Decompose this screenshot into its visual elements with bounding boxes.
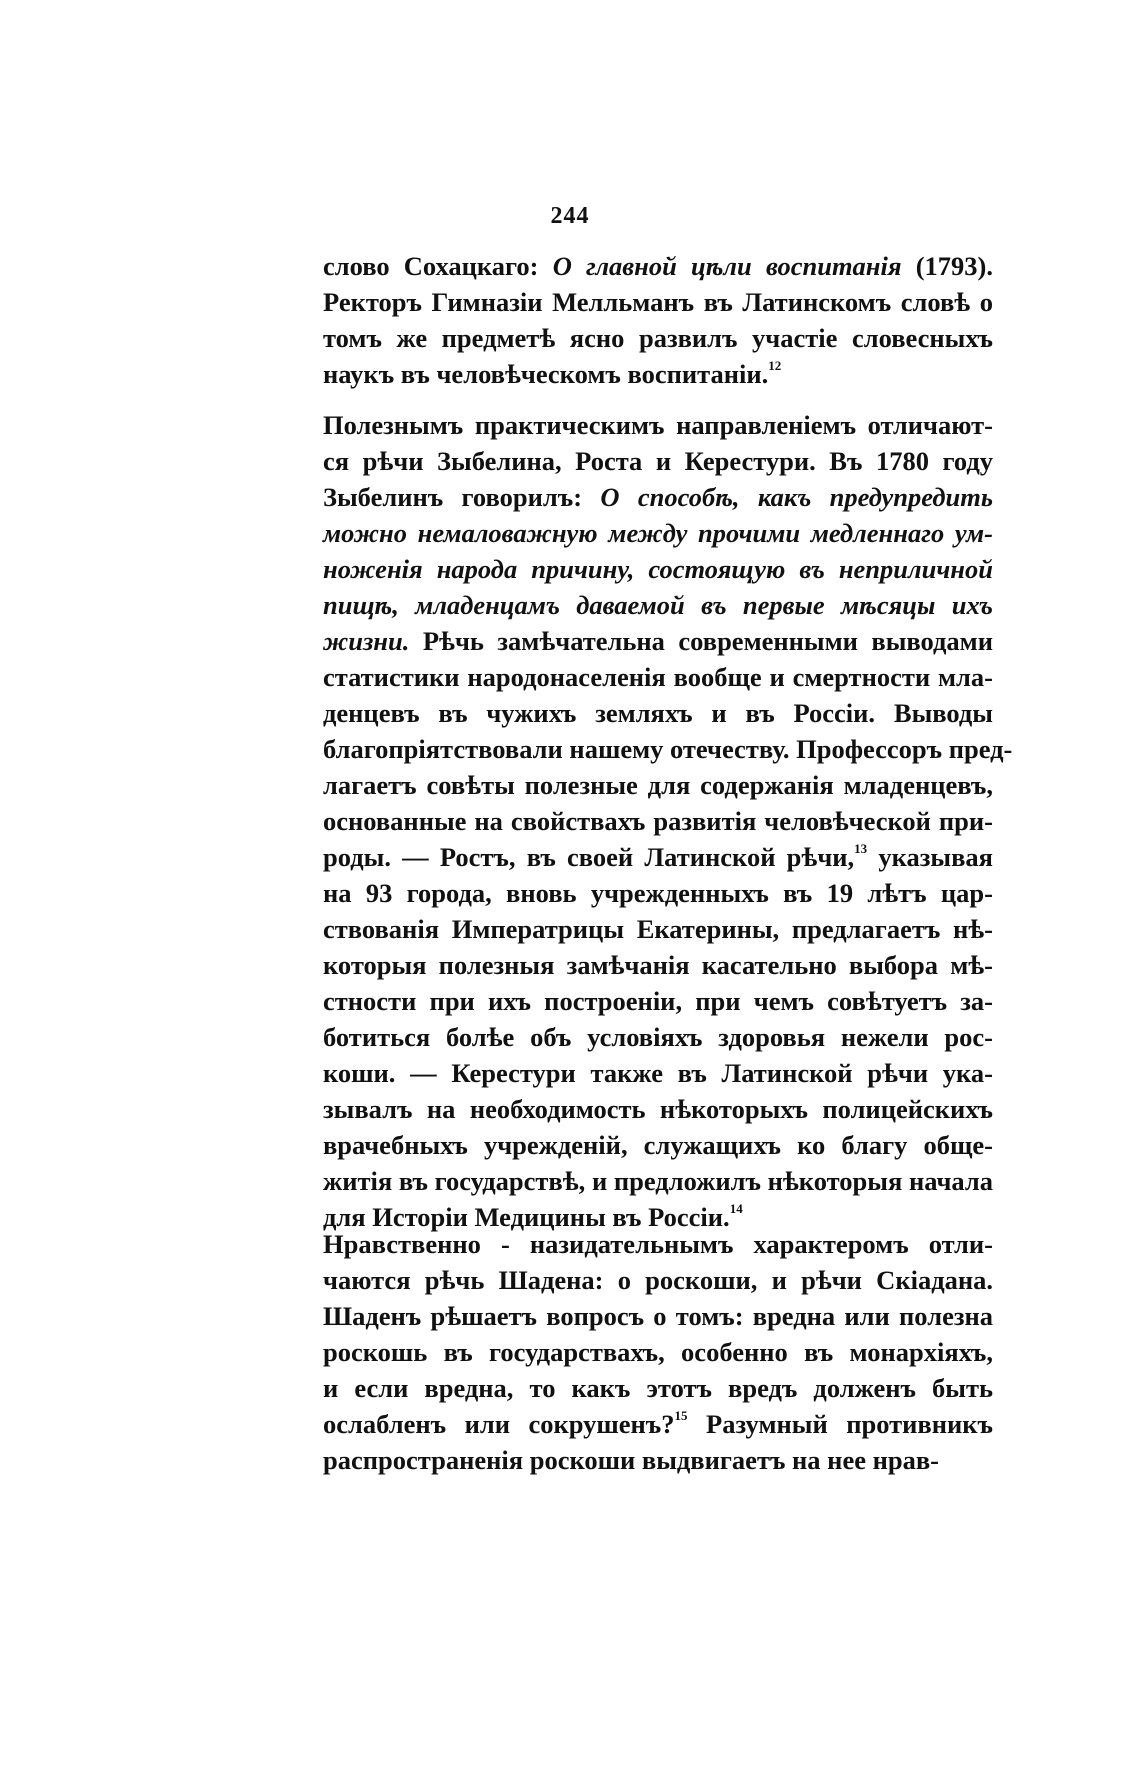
text-line	[323, 551, 993, 587]
text-segment: и если вредна, то какъ этотъ вредъ долженъ быть	[323, 1373, 993, 1403]
text-segment: роды. — Ростъ, въ своей Латинской рѣчи,	[323, 842, 855, 872]
text-line	[323, 284, 993, 320]
text-line	[323, 767, 993, 803]
text-segment: лагаетъ совѣты полезные для содержанія младенцевъ,	[323, 770, 993, 800]
text-segment: основанные на свойствахъ развитія человѣческой при-	[323, 806, 993, 836]
text-line	[323, 356, 993, 392]
text-line	[323, 1370, 993, 1406]
text-segment: ботиться болѣе объ условіяхъ здоровья нежели рос-	[323, 1022, 993, 1052]
text-segment: роскошь въ государствахъ, особенно въ монархіяхъ,	[323, 1337, 993, 1367]
text-segment: Рѣчь замѣчательна современными выводами	[409, 626, 993, 656]
text-segment: томъ же предметѣ ясно развилъ участіе словесныхъ	[323, 323, 993, 353]
text-segment: О способѣ, какъ предупредить	[600, 482, 994, 512]
text-segment: зывалъ на необходимость нѣкоторыхъ полицейскихъ	[323, 1094, 993, 1124]
text-segment: Ректоръ Гимназіи Мелльманъ въ Латинскомъ словѣ о	[323, 287, 993, 317]
text-segment: жизни.	[323, 626, 410, 656]
text-line	[323, 803, 993, 839]
text-segment: ослабленъ или сокрушенъ?	[323, 1409, 675, 1439]
text-segment: для Исторіи Медицины въ Россіи.	[323, 1202, 730, 1232]
text-line	[323, 1019, 993, 1055]
text-line	[323, 479, 993, 515]
text-line	[323, 623, 993, 659]
text-line	[323, 1226, 993, 1262]
text-line	[323, 1442, 993, 1478]
text-line	[323, 1127, 993, 1163]
text-segment: распространенія роскоши выдвигаетъ на нее нрав-	[323, 1445, 939, 1475]
text-line	[323, 320, 993, 356]
text-segment: благопріятствовали нашему отечеству. Профессоръ пред-	[323, 734, 1013, 764]
text-segment: чаются рѣчь Шадена: о роскоши, и рѣчи Скіадана.	[323, 1265, 993, 1295]
page-number: 244	[550, 203, 590, 229]
text-segment: Шаденъ рѣшаетъ вопросъ о томъ: вредна или полезна	[323, 1301, 993, 1331]
paragraph-2	[323, 407, 1013, 1235]
text-line	[323, 659, 993, 695]
text-line	[323, 983, 993, 1019]
text-segment: на 93 города, вновь учрежденныхъ въ 19 лѣтъ цар-	[323, 878, 993, 908]
footnote-ref: 12	[768, 358, 782, 373]
text-segment: можно немаловажную между прочими медленнаго ум-	[323, 518, 993, 548]
text-segment: стности при ихъ построеніи, при чемъ совѣтуетъ за-	[323, 986, 993, 1016]
text-segment: ноженія народа причину, состоящую въ неприличной	[323, 554, 993, 584]
text-line	[323, 407, 993, 443]
text-line	[323, 947, 993, 983]
text-segment: ся рѣчи Зыбелина, Роста и Керестури. Въ 1780 году	[323, 446, 993, 476]
text-line	[323, 695, 993, 731]
text-segment: О главной цѣли воспитанія	[552, 251, 902, 281]
paragraph-3	[323, 1226, 993, 1478]
text-segment: Разумный противникъ	[687, 1409, 993, 1439]
text-segment: житія въ государствѣ, и предложилъ нѣкоторыя начала	[323, 1166, 993, 1196]
text-segment: коши. — Керестури также въ Латинской рѣчи ука-	[323, 1058, 993, 1088]
text-segment: которыя полезныя замѣчанія касательно выбора мѣ-	[323, 950, 993, 980]
text-segment: слово Сохацкаго:	[323, 251, 553, 281]
text-segment: ствованія Императрицы Екатерины, предлагаетъ нѣ-	[323, 914, 993, 944]
text-line	[323, 1334, 993, 1370]
text-segment: (1793).	[901, 251, 993, 281]
text-segment: Нравственно - назидательнымъ характеромъ отли-	[323, 1229, 993, 1259]
text-segment: врачебныхъ учрежденій, служащихъ ко благу обще-	[323, 1130, 993, 1160]
paragraph-1	[323, 248, 993, 392]
text-segment: Зыбелинъ говорилъ:	[323, 482, 601, 512]
text-line	[323, 443, 993, 479]
text-segment: статистики народонаселенія вообще и смертности мла-	[323, 662, 993, 692]
text-line	[323, 1055, 993, 1091]
text-line	[323, 248, 993, 284]
text-line	[323, 731, 1013, 767]
text-line	[323, 839, 993, 875]
footnote-ref: 15	[674, 1408, 688, 1423]
text-line	[323, 911, 993, 947]
text-line	[323, 1163, 993, 1199]
text-segment: наукъ въ человѣческомъ воспитаніи.	[323, 359, 769, 389]
text-line	[323, 1406, 993, 1442]
text-line	[323, 875, 993, 911]
footnote-ref: 13	[854, 841, 868, 856]
text-segment: указывая	[867, 842, 993, 872]
text-line	[323, 587, 993, 623]
text-segment: пищѣ, младенцамъ даваемой въ первые мѣсяцы ихъ	[323, 590, 993, 620]
text-line	[323, 1262, 993, 1298]
text-line	[323, 1298, 993, 1334]
text-segment: денцевъ въ чужихъ земляхъ и въ Россіи. Выводы	[323, 698, 993, 728]
text-segment: Полезнымъ практическимъ направленіемъ отличают-	[323, 410, 993, 440]
text-line	[323, 515, 993, 551]
text-line	[323, 1091, 993, 1127]
footnote-ref: 14	[729, 1201, 743, 1216]
